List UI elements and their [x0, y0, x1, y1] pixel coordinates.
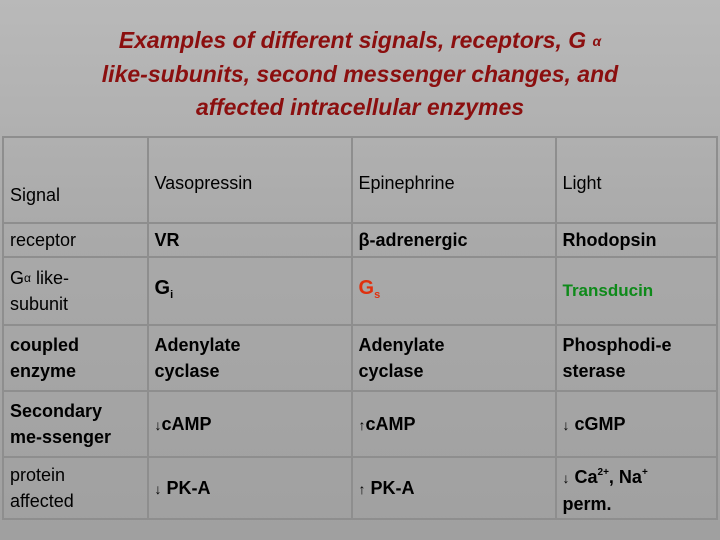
protein-c1-text: PK-A [161, 477, 211, 498]
enzyme-label-2: enzyme [10, 361, 77, 381]
arrow-up-icon: ↑ [358, 416, 366, 433]
alpha-symbol-2: α [24, 271, 31, 285]
cell-messenger-vaso [148, 391, 352, 457]
table-row-protein [3, 457, 717, 519]
enzyme-c2-2: cyclase [358, 361, 424, 381]
protein-c2-text: PK-A [365, 477, 415, 498]
enzyme-c3-2: sterase [562, 361, 626, 381]
cell-messenger-label [3, 391, 148, 457]
cell-galpha-gs [352, 257, 556, 325]
cell-enzyme-epi [352, 325, 556, 391]
messenger-label-1: Secondary [10, 401, 103, 421]
table-row-messenger [3, 391, 717, 457]
messenger-c1-text: cAMP [161, 413, 212, 434]
alpha-symbol: α [592, 33, 602, 49]
signal-table [2, 136, 718, 520]
messenger-c2-text: cAMP [365, 413, 416, 434]
cell-messenger-light [556, 391, 718, 457]
gi-main: G [154, 276, 171, 299]
protein-label-1: protein [10, 465, 66, 485]
gs-sub: s [374, 288, 381, 301]
arrow-up-icon: ↑ [358, 480, 366, 497]
cell-protein-vaso [148, 457, 352, 519]
gi-sub: i [170, 288, 174, 301]
galpha-like: like- [30, 268, 69, 288]
protein-label-2: affected [10, 491, 74, 511]
messenger-label-2: me-ssenger [10, 427, 112, 447]
cell-receptor-rhodopsin: Rhodopsin [556, 223, 718, 257]
galpha-subunit: subunit [10, 294, 69, 314]
cell-galpha-transducin: Transducin [556, 257, 718, 325]
protein-na-sup: + [641, 466, 648, 478]
enzyme-c3-1: Phosphodi-e [562, 335, 672, 355]
header-light: Light [556, 137, 718, 223]
cell-protein-light [556, 457, 718, 519]
cell-protein-epi [352, 457, 556, 519]
galpha-g: G [10, 268, 25, 288]
table-row-header [3, 137, 717, 223]
title-line-1 [0, 24, 720, 58]
table-row-receptor [3, 223, 717, 257]
cell-enzyme-vaso [148, 325, 352, 391]
slide-title [0, 24, 720, 124]
enzyme-c1-1: Adenylate [154, 335, 241, 355]
cell-receptor-label: receptor [3, 223, 148, 257]
cell-receptor-vr: VR [148, 223, 352, 257]
title-text-1: Examples of different signals, receptors, G [118, 27, 587, 53]
protein-perm: perm. [562, 493, 612, 514]
protein-na: , Na [608, 466, 642, 487]
cell-galpha-label [3, 257, 148, 325]
arrow-down-icon: ↓ [154, 416, 162, 433]
arrow-down-icon: ↓ [562, 416, 570, 433]
header-vasopressin: Vasopressin [148, 137, 352, 223]
beta-symbol: β [358, 230, 370, 250]
cell-enzyme-light [556, 325, 718, 391]
title-line-2: like-subunits, second messenger changes, and [101, 61, 619, 87]
protein-ca: Ca [569, 466, 598, 487]
arrow-down-icon: ↓ [154, 480, 162, 497]
enzyme-c1-2: cyclase [154, 361, 220, 381]
gs-main: G [358, 276, 375, 299]
protein-ca-sup: 2+ [597, 466, 609, 478]
table-row-galpha [3, 257, 717, 325]
cell-protein-label [3, 457, 148, 519]
enzyme-label-1: coupled [10, 335, 80, 355]
cell-messenger-epi [352, 391, 556, 457]
cell-galpha-gi [148, 257, 352, 325]
cell-receptor-beta [352, 223, 556, 257]
header-signal: Signal [3, 137, 148, 223]
messenger-c3-text: cGMP [569, 413, 626, 434]
cell-enzyme-label [3, 325, 148, 391]
table-row-enzyme [3, 325, 717, 391]
title-line-3: affected intracellular enzymes [195, 94, 525, 120]
header-epinephrine: Epinephrine [352, 137, 556, 223]
arrow-down-icon: ↓ [562, 469, 570, 486]
enzyme-c2-1: Adenylate [358, 335, 445, 355]
cell-receptor-beta-text: -adrenergic [369, 230, 468, 250]
